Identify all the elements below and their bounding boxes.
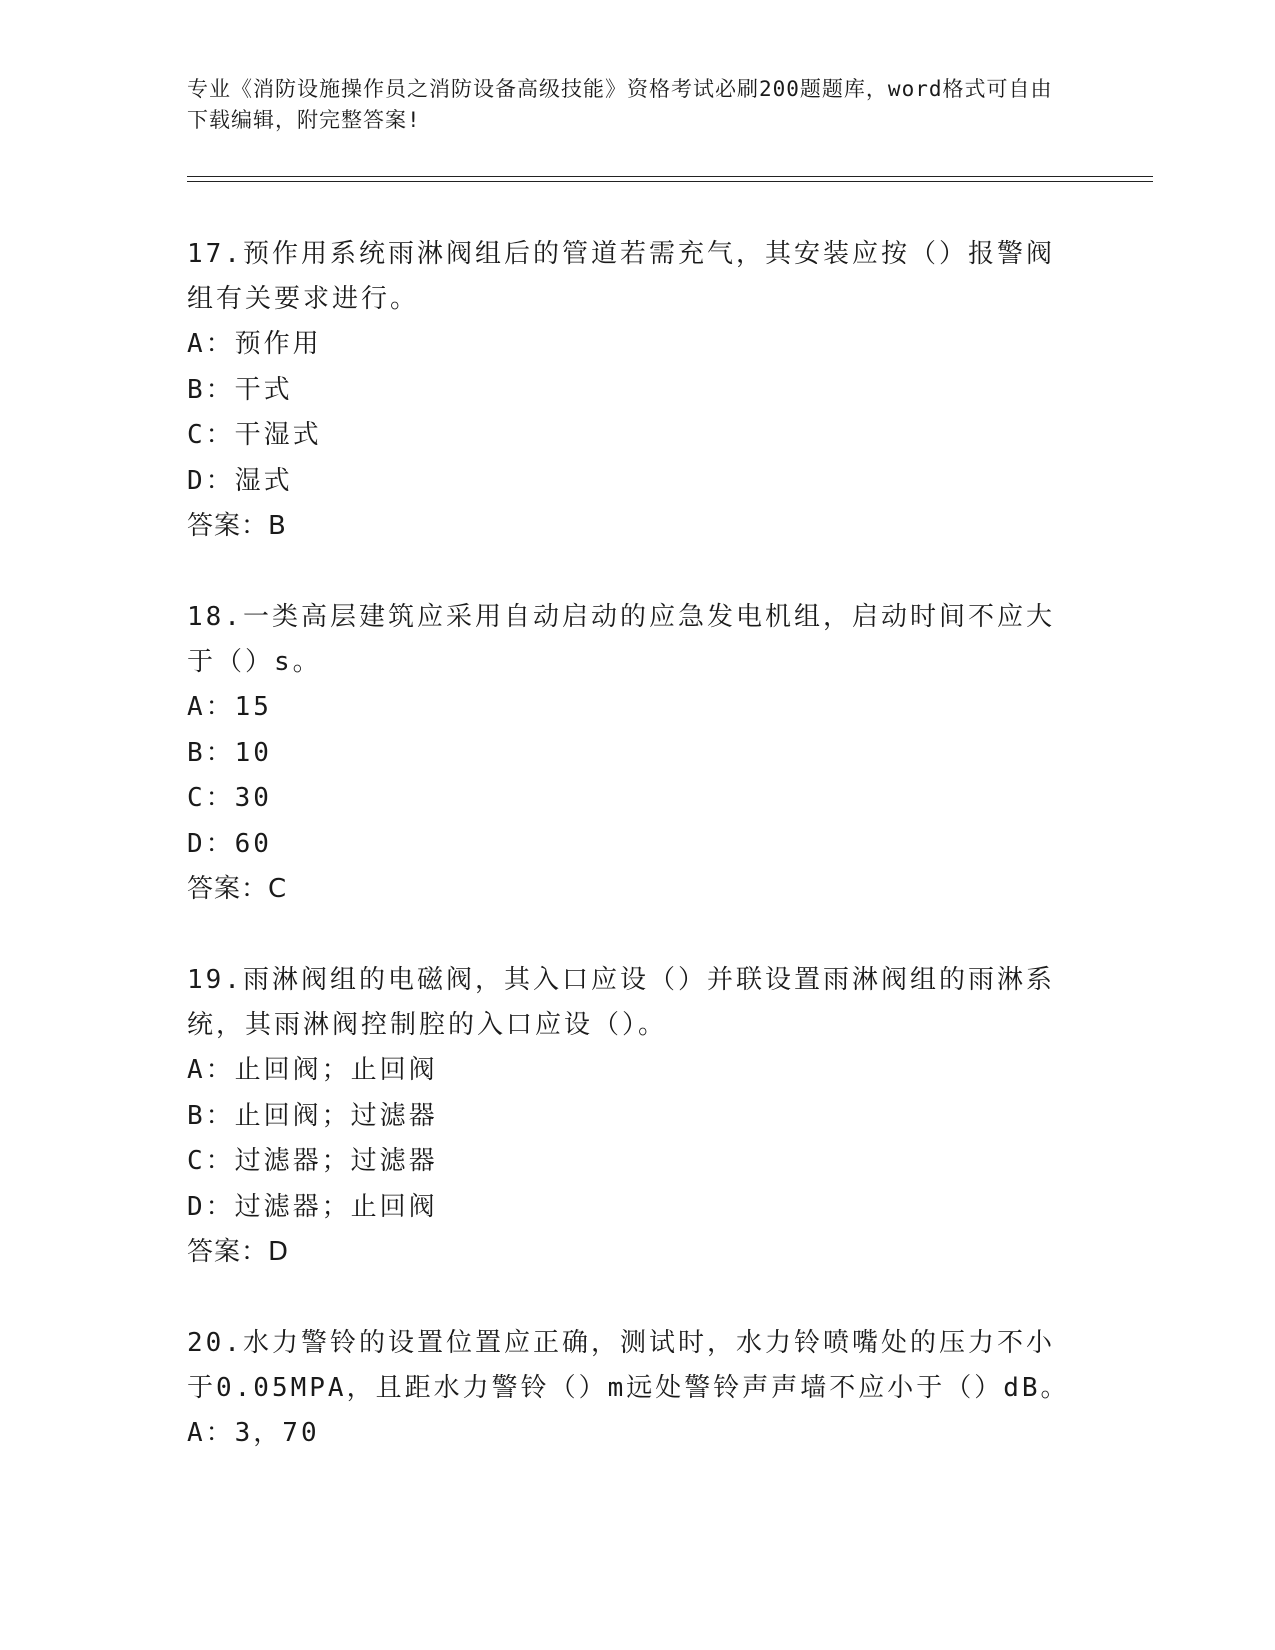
question-19 xyxy=(187,958,1077,1275)
question-18 xyxy=(187,595,1077,912)
option-c xyxy=(187,413,1077,459)
option-b xyxy=(187,731,1077,777)
question-stem: 19.雨淋阀组的电磁阀，其入口应设（）并联设置雨淋阀组的雨淋系统，其雨淋阀控制腔的入口应设（）。 xyxy=(187,965,1055,1040)
option-a xyxy=(187,322,1077,368)
header-divider-line xyxy=(187,181,1153,182)
answer-line: 答案：C xyxy=(187,874,288,904)
option-text: 过滤器；止回阀 xyxy=(234,1191,438,1222)
option-text: 湿式 xyxy=(234,465,293,496)
option-letter: C： xyxy=(187,783,235,813)
option-letter: D： xyxy=(187,828,235,859)
question-stem: 20.水力警铃的设置位置应正确，测试时，水力铃喷嘴处的压力不小于0.05MPA，且距水力警铃（）m远处警铃声声墙不应小于（）dB。 xyxy=(187,1328,1070,1403)
option-letter: D： xyxy=(187,1191,235,1222)
option-c xyxy=(187,776,1077,822)
option-text: 过滤器；过滤器 xyxy=(234,1146,438,1176)
option-a xyxy=(187,685,1077,731)
answer-line: 答案：B xyxy=(187,511,287,541)
option-text: 止回阀；过滤器 xyxy=(234,1100,438,1131)
option-letter: A： xyxy=(187,1418,235,1448)
option-text: 60 xyxy=(234,828,272,859)
option-letter: C： xyxy=(187,420,235,450)
option-letter: A： xyxy=(187,329,235,359)
question-17 xyxy=(187,232,1077,549)
option-letter: B： xyxy=(187,737,235,768)
option-letter: C： xyxy=(187,1146,235,1176)
option-d xyxy=(187,459,1077,505)
option-b xyxy=(187,368,1077,414)
option-letter: A： xyxy=(187,1055,235,1085)
option-text: 干湿式 xyxy=(234,420,322,450)
option-text: 止回阀；止回阀 xyxy=(234,1055,438,1085)
answer-line: 答案：D xyxy=(187,1237,290,1267)
document-header: 专业《消防设施操作员之消防设备高级技能》资格考试必刷200题题库，word格式可自由下载编辑，附完整答案! xyxy=(187,77,1053,132)
option-text: 10 xyxy=(234,737,272,768)
question-20 xyxy=(187,1321,1077,1457)
option-text: 30 xyxy=(234,783,272,813)
question-stem: 17.预作用系统雨淋阀组后的管道若需充气，其安装应按（）报警阀组有关要求进行。 xyxy=(187,239,1055,314)
option-letter: D： xyxy=(187,465,235,496)
option-text: 干式 xyxy=(234,374,293,405)
option-letter: A： xyxy=(187,692,235,722)
option-a xyxy=(187,1411,1077,1457)
option-letter: B： xyxy=(187,374,235,405)
question-stem: 18.一类高层建筑应采用自动启动的应急发电机组，启动时间不应大于（）s。 xyxy=(187,602,1055,677)
option-d xyxy=(187,1185,1077,1231)
option-b xyxy=(187,1094,1077,1140)
option-letter: B： xyxy=(187,1100,235,1131)
option-text: 3，70 xyxy=(234,1418,320,1448)
option-d xyxy=(187,822,1077,868)
option-text: 预作用 xyxy=(234,329,322,359)
option-text: 15 xyxy=(234,692,272,722)
header-divider-line xyxy=(187,176,1153,177)
option-c xyxy=(187,1139,1077,1185)
option-a xyxy=(187,1048,1077,1094)
